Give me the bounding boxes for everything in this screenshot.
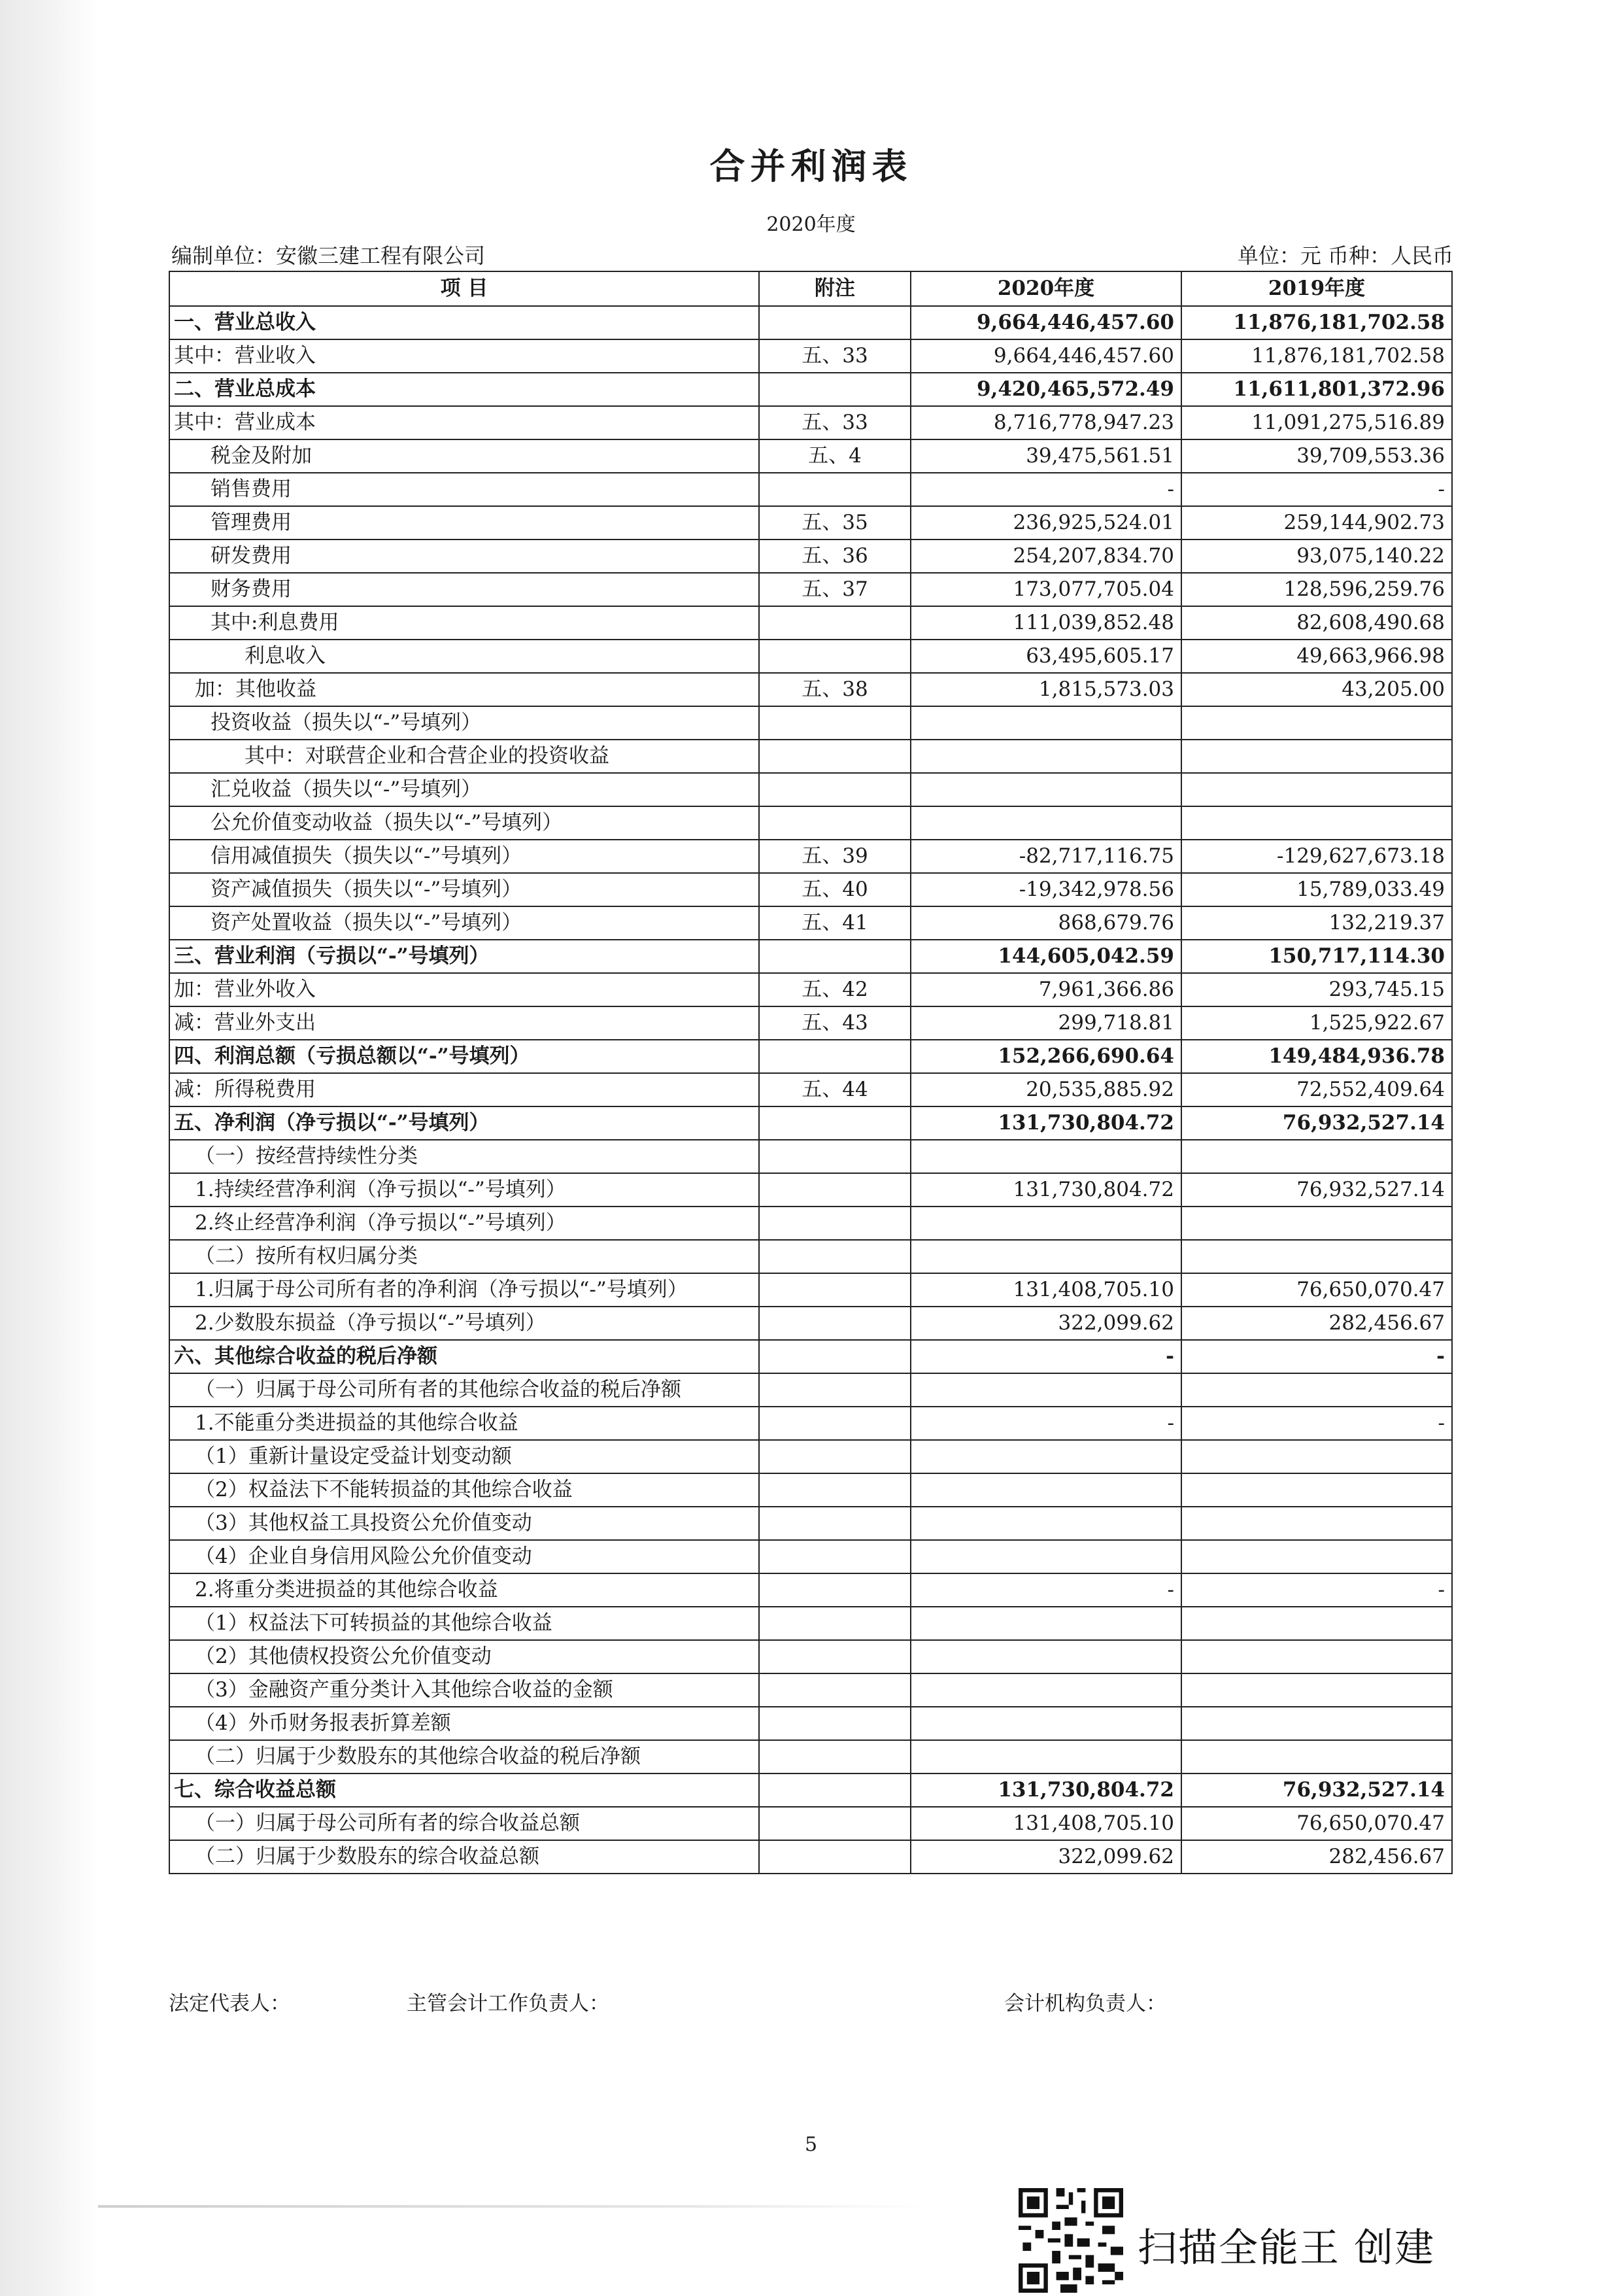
row-note: 五、40 [759,873,911,906]
row-value-2019 [1181,1640,1452,1673]
row-value-2020: 868,679.76 [911,906,1181,940]
row-value-2019: 82,608,490.68 [1181,606,1452,640]
table-row [169,1573,1452,1607]
row-note [759,773,911,806]
row-value-2020 [911,1707,1181,1740]
row-note [759,1573,911,1607]
table-row [169,1073,1452,1106]
table-row [169,840,1452,873]
row-value-2020 [911,1240,1181,1273]
scanner-watermark-label: 扫描全能王 创建 [1138,2225,1436,2271]
row-value-2020: 173,077,705.04 [911,573,1181,606]
row-item-label: 2.少数股东损益（净亏损以“-”号填列） [169,1307,759,1340]
table-row [169,1340,1452,1373]
row-value-2019: 282,456.67 [1181,1307,1452,1340]
income-statement-table [169,271,1453,1874]
row-note [759,606,911,640]
report-period: 2020年度 [766,213,856,236]
row-note: 五、44 [759,1073,911,1106]
row-value-2020: - [911,473,1181,506]
row-item-label: 其中:利息费用 [169,606,759,640]
table-row [169,306,1452,339]
row-note: 五、38 [759,673,911,706]
row-note [759,1440,911,1473]
row-note [759,1840,911,1874]
row-item-label: 研发费用 [169,540,759,573]
table-row [169,1006,1452,1040]
table-row [169,439,1452,473]
row-value-2020: -19,342,978.56 [911,873,1181,906]
row-note [759,1740,911,1773]
row-value-2019: 76,932,527.14 [1181,1773,1452,1807]
row-item-label: （3）金融资产重分类计入其他综合收益的金额 [169,1673,759,1707]
preparer-unit: 编制单位：安徽三建工程有限公司 [171,243,486,268]
row-value-2020 [911,740,1181,773]
row-note [759,306,911,339]
row-item-label: 其中：对联营企业和合营企业的投资收益 [169,740,759,773]
row-note [759,1473,911,1507]
table-row [169,1307,1452,1340]
row-note [759,1807,911,1840]
row-value-2020 [911,1673,1181,1707]
table-row [169,673,1452,706]
row-value-2019: 259,144,902.73 [1181,506,1452,540]
row-note: 五、42 [759,973,911,1006]
table-row [169,1507,1452,1540]
header-note: 附注 [759,271,911,306]
row-value-2019 [1181,1607,1452,1640]
table-row [169,339,1452,373]
row-value-2019: 150,717,114.30 [1181,940,1452,973]
row-value-2019 [1181,1440,1452,1473]
row-item-label: （一）归属于母公司所有者的综合收益总额 [169,1807,759,1840]
row-item-label: 减：所得税费用 [169,1073,759,1106]
row-item-label: 税金及附加 [169,439,759,473]
row-value-2019: 282,456.67 [1181,1840,1452,1874]
row-value-2020: 9,664,446,457.60 [911,306,1181,339]
row-value-2020: - [911,1340,1181,1373]
row-value-2019 [1181,1240,1452,1273]
table-row [169,1440,1452,1473]
row-value-2020 [911,1440,1181,1473]
row-value-2019 [1181,1673,1452,1707]
row-value-2020: 254,207,834.70 [911,540,1181,573]
row-item-label: 汇兑收益（损失以“-”号填列） [169,773,759,806]
row-item-label: 资产减值损失（损失以“-”号填列） [169,873,759,906]
table-row [169,1040,1452,1073]
table-row [169,740,1452,773]
row-item-label: 2.终止经营净利润（净亏损以“-”号填列） [169,1207,759,1240]
row-note: 五、36 [759,540,911,573]
table-row [169,1607,1452,1640]
table-row [169,640,1452,673]
row-value-2019 [1181,806,1452,840]
row-value-2019 [1181,773,1452,806]
row-note [759,1273,911,1307]
row-note: 五、33 [759,339,911,373]
row-value-2019: 11,091,275,516.89 [1181,406,1452,439]
row-value-2019: 43,205.00 [1181,673,1452,706]
row-note [759,1773,911,1807]
row-value-2019: 72,552,409.64 [1181,1073,1452,1106]
table-row [169,1140,1452,1173]
row-note [759,1106,911,1140]
row-value-2020 [911,1507,1181,1540]
row-item-label: 加：其他收益 [169,673,759,706]
row-value-2020: 8,716,778,947.23 [911,406,1181,439]
row-item-label: 二、营业总成本 [169,373,759,406]
row-value-2019: 76,932,527.14 [1181,1106,1452,1140]
row-note [759,1240,911,1273]
header-2019: 2019年度 [1181,271,1452,306]
row-value-2019 [1181,1473,1452,1507]
row-item-label: 信用减值损失（损失以“-”号填列） [169,840,759,873]
row-item-label: （4）外币财务报表折算差额 [169,1707,759,1740]
row-note [759,1640,911,1673]
row-note [759,1173,911,1207]
row-note [759,740,911,773]
row-value-2019: 49,663,966.98 [1181,640,1452,673]
row-value-2020 [911,706,1181,740]
table-row [169,706,1452,740]
row-value-2019 [1181,740,1452,773]
row-note [759,1707,911,1740]
accounting-dept-head-label: 会计机构负责人： [1004,1992,1166,2015]
table-row [169,506,1452,540]
row-item-label: 加：营业外收入 [169,973,759,1006]
table-row [169,1540,1452,1573]
row-note [759,806,911,840]
row-item-label: 资产处置收益（损失以“-”号填列） [169,906,759,940]
row-item-label: 1.归属于母公司所有者的净利润（净亏损以“-”号填列） [169,1273,759,1307]
table-row [169,540,1452,573]
row-value-2020 [911,1207,1181,1240]
row-value-2019: - [1181,473,1452,506]
row-value-2019: 76,650,070.47 [1181,1807,1452,1840]
table-row [169,1106,1452,1140]
row-value-2020: 9,420,465,572.49 [911,373,1181,406]
row-note: 五、35 [759,506,911,540]
row-note [759,473,911,506]
row-value-2020: 20,535,885.92 [911,1073,1181,1106]
row-value-2020: 131,408,705.10 [911,1807,1181,1840]
legal-representative-label: 法定代表人： [169,1992,290,2015]
row-value-2020: 1,815,573.03 [911,673,1181,706]
row-value-2019 [1181,1740,1452,1773]
table-row [169,773,1452,806]
row-item-label: （3）其他权益工具投资公允价值变动 [169,1507,759,1540]
table-row [169,1640,1452,1673]
row-note: 五、33 [759,406,911,439]
table-body [169,306,1452,1874]
row-item-label: 2.将重分类进损益的其他综合收益 [169,1573,759,1607]
row-item-label: 其中：营业成本 [169,406,759,439]
row-value-2019: 128,596,259.76 [1181,573,1452,606]
row-note [759,373,911,406]
row-value-2020 [911,1473,1181,1507]
row-value-2020: - [911,1407,1181,1440]
row-value-2019: - [1181,1573,1452,1607]
row-value-2020: 111,039,852.48 [911,606,1181,640]
scan-edge-shadow [0,0,98,2296]
row-value-2020: 131,730,804.72 [911,1106,1181,1140]
row-item-label: 公允价值变动收益（损失以“-”号填列） [169,806,759,840]
row-note [759,1607,911,1640]
row-value-2020: 152,266,690.64 [911,1040,1181,1073]
row-value-2020: 7,961,366.86 [911,973,1181,1006]
row-note [759,1373,911,1407]
row-value-2020 [911,1640,1181,1673]
row-value-2020: 131,408,705.10 [911,1273,1181,1307]
table-row [169,973,1452,1006]
row-item-label: （1）重新计量设定受益计划变动额 [169,1440,759,1473]
qr-code-icon [1019,2188,1123,2293]
row-note: 五、4 [759,439,911,473]
row-note [759,940,911,973]
table-row [169,1273,1452,1307]
row-value-2020: - [911,1573,1181,1607]
row-value-2020: 39,475,561.51 [911,439,1181,473]
row-value-2019: -129,627,673.18 [1181,840,1452,873]
row-item-label: 1.不能重分类进损益的其他综合收益 [169,1407,759,1440]
row-note [759,1507,911,1540]
row-value-2019: 1,525,922.67 [1181,1006,1452,1040]
row-note [759,1140,911,1173]
table-row [169,1840,1452,1874]
accounting-head-label: 主管会计工作负责人： [407,1992,609,2015]
row-item-label: 利息收入 [169,640,759,673]
table-row [169,1173,1452,1207]
row-value-2019: 132,219.37 [1181,906,1452,940]
row-note [759,1340,911,1373]
row-note [759,1407,911,1440]
row-note [759,1673,911,1707]
row-item-label: （二）归属于少数股东的其他综合收益的税后净额 [169,1740,759,1773]
row-item-label: （二）按所有权归属分类 [169,1240,759,1273]
row-value-2020: 131,730,804.72 [911,1773,1181,1807]
row-item-label: 财务费用 [169,573,759,606]
row-value-2020: 322,099.62 [911,1840,1181,1874]
table-row [169,1740,1452,1773]
row-value-2019 [1181,1140,1452,1173]
table-row [169,906,1452,940]
row-value-2019: 11,876,181,702.58 [1181,339,1452,373]
row-value-2019: 11,876,181,702.58 [1181,306,1452,339]
table-row [169,1240,1452,1273]
table-row [169,806,1452,840]
row-value-2020: 9,664,446,457.60 [911,339,1181,373]
table-row [169,873,1452,906]
row-value-2019 [1181,1373,1452,1407]
row-value-2020: 131,730,804.72 [911,1173,1181,1207]
row-item-label: 其中：营业收入 [169,339,759,373]
row-value-2020 [911,1373,1181,1407]
row-note [759,1040,911,1073]
row-item-label: 一、营业总收入 [169,306,759,339]
currency-unit: 单位：元 币种：人民币 [1237,243,1453,268]
row-value-2019 [1181,1207,1452,1240]
row-value-2020: 63,495,605.17 [911,640,1181,673]
row-note: 五、43 [759,1006,911,1040]
row-note [759,640,911,673]
row-item-label: 七、综合收益总额 [169,1773,759,1807]
row-value-2019: 293,745.15 [1181,973,1452,1006]
row-item-label: （2）权益法下不能转损益的其他综合收益 [169,1473,759,1507]
row-note: 五、39 [759,840,911,873]
table-row [169,606,1452,640]
row-value-2019: 76,932,527.14 [1181,1173,1452,1207]
row-item-label: 1.持续经营净利润（净亏损以“-”号填列） [169,1173,759,1207]
table-row [169,406,1452,439]
row-note [759,706,911,740]
row-value-2019: 149,484,936.78 [1181,1040,1452,1073]
header-2020: 2020年度 [911,271,1181,306]
row-note [759,1207,911,1240]
row-value-2019: - [1181,1407,1452,1440]
row-value-2019 [1181,1507,1452,1540]
row-note: 五、37 [759,573,911,606]
row-value-2019 [1181,706,1452,740]
row-item-label: 管理费用 [169,506,759,540]
row-value-2019: - [1181,1340,1452,1373]
row-note [759,1307,911,1340]
table-row [169,1773,1452,1807]
page-bottom-rule [98,2205,928,2208]
row-value-2020 [911,1540,1181,1573]
table-row [169,473,1452,506]
row-item-label: （4）企业自身信用风险公允价值变动 [169,1540,759,1573]
row-item-label: 销售费用 [169,473,759,506]
page-number: 5 [804,2133,818,2156]
table-row [169,1373,1452,1407]
row-item-label: 四、利润总额（亏损总额以“-”号填列） [169,1040,759,1073]
row-value-2020: 299,718.81 [911,1006,1181,1040]
table-row [169,373,1452,406]
row-item-label: （二）归属于少数股东的综合收益总额 [169,1840,759,1874]
row-value-2019: 93,075,140.22 [1181,540,1452,573]
row-value-2019: 39,709,553.36 [1181,439,1452,473]
row-value-2020 [911,773,1181,806]
row-item-label: （一）按经营持续性分类 [169,1140,759,1173]
row-item-label: 三、营业利润（亏损以“-”号填列） [169,940,759,973]
row-value-2020 [911,806,1181,840]
header-item: 项 目 [169,271,759,306]
row-value-2020: -82,717,116.75 [911,840,1181,873]
row-value-2020: 144,605,042.59 [911,940,1181,973]
row-item-label: （2）其他债权投资公允价值变动 [169,1640,759,1673]
row-note [759,1540,911,1573]
row-value-2020: 322,099.62 [911,1307,1181,1340]
row-value-2019: 15,789,033.49 [1181,873,1452,906]
table-row [169,573,1452,606]
row-item-label: 减：营业外支出 [169,1006,759,1040]
row-value-2019 [1181,1540,1452,1573]
row-value-2020 [911,1740,1181,1773]
table-row [169,1673,1452,1707]
table-row [169,1407,1452,1440]
row-item-label: （一）归属于母公司所有者的其他综合收益的税后净额 [169,1373,759,1407]
row-item-label: 五、净利润（净亏损以“-”号填列） [169,1106,759,1140]
row-value-2019 [1181,1707,1452,1740]
row-value-2020: 236,925,524.01 [911,506,1181,540]
row-item-label: （1）权益法下可转损益的其他综合收益 [169,1607,759,1640]
row-value-2020 [911,1607,1181,1640]
table-row [169,1207,1452,1240]
table-row [169,1807,1452,1840]
row-note: 五、41 [759,906,911,940]
row-value-2019: 11,611,801,372.96 [1181,373,1452,406]
document-title: 合并利润表 [709,145,913,187]
table-row [169,940,1452,973]
table-header-row [169,271,1452,306]
row-value-2019: 76,650,070.47 [1181,1273,1452,1307]
row-item-label: 六、其他综合收益的税后净额 [169,1340,759,1373]
table-row [169,1473,1452,1507]
row-item-label: 投资收益（损失以“-”号填列） [169,706,759,740]
table-row [169,1707,1452,1740]
row-value-2020 [911,1140,1181,1173]
